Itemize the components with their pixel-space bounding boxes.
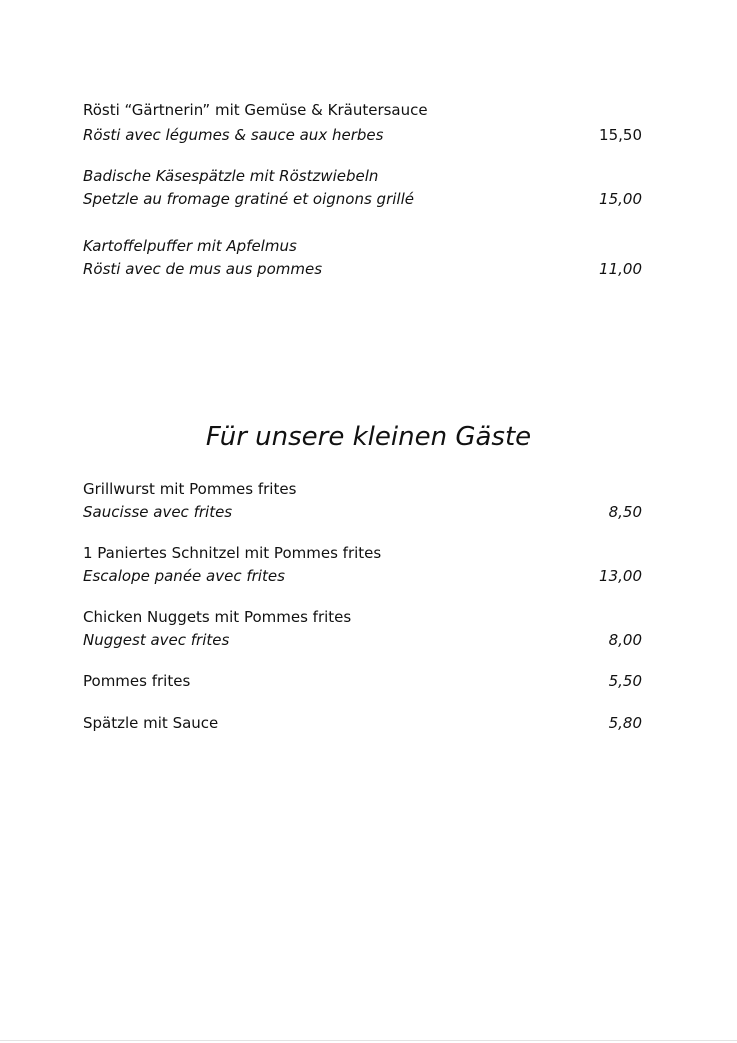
menu-item-title: Rösti “Gärtnerin” mit Gemüse & Kräutersauce [83, 101, 428, 119]
menu-item-translation: Nuggest avec frites [83, 631, 230, 649]
menu-item-price: 5,80 [608, 714, 642, 732]
menu-item-price: 13,00 [599, 567, 642, 585]
menu-item-title: Pommes frites [83, 672, 191, 690]
menu-item-title: Chicken Nuggets mit Pommes frites [83, 608, 352, 626]
menu-item-title: Kartoffelpuffer mit Apfelmus [83, 237, 297, 255]
menu-item-translation: Rösti avec de mus aus pommes [83, 260, 323, 278]
menu-item-title: Badische Käsespätzle mit Röstzwiebeln [83, 167, 379, 185]
menu-item-price: 8,50 [608, 503, 642, 521]
page-bottom-divider [0, 1040, 737, 1041]
menu-item-title: Grillwurst mit Pommes frites [83, 480, 297, 498]
menu-item-price: 8,00 [608, 631, 642, 649]
menu-item-translation: Saucisse avec frites [83, 503, 233, 521]
menu-item-price: 5,50 [608, 672, 642, 690]
menu-item-translation: Rösti avec légumes & sauce aux herbes [83, 126, 384, 144]
menu-item-translation: Spetzle au fromage gratiné et oignons grillé [83, 190, 414, 208]
menu-item-price: 15,00 [599, 190, 642, 208]
menu-item-price: 15,50 [599, 126, 642, 144]
menu-item-title: Spätzle mit Sauce [83, 714, 219, 732]
section-heading: Für unsere kleinen Gäste [205, 422, 532, 452]
menu-item-price: 11,00 [599, 260, 642, 278]
menu-item-translation: Escalope panée avec frites [83, 567, 285, 585]
menu-item-title: 1 Paniertes Schnitzel mit Pommes frites [83, 544, 382, 562]
